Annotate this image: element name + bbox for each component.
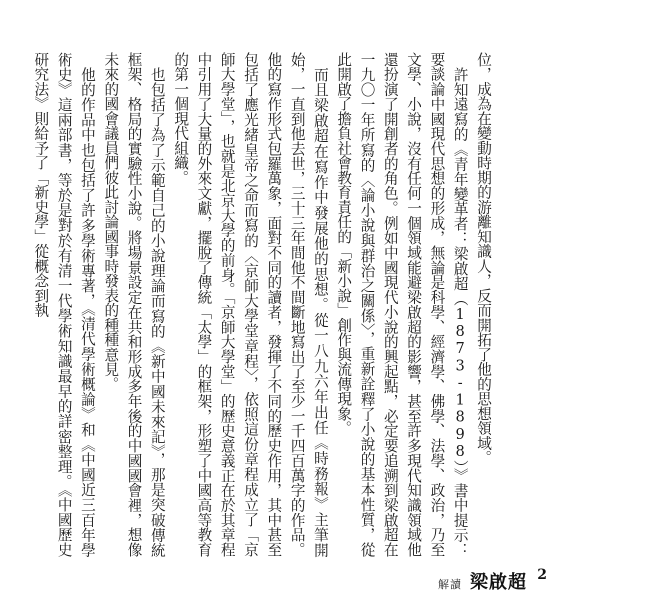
body-text (32, 52, 495, 557)
footer-label: 解讀 (438, 578, 462, 591)
paragraph-3: 而且梁啟超在寫作中發展他的思想。從一八九六年出任《時務報》主筆開始，一直到他去世，三十三年間他不間斷地寫出了至少一千四百萬字的作品。他的寫作形式包羅萬象，面對不同的讀者，發揮了不同的歷史作用，其中甚至包括了應光緒皇帝之命而寫的〈京師大學堂章程〉，依照這份章程成立了「京師大學堂」，也就是北京大學的前身。「京師大學堂」的歷史意義正在於其章程中引用了大量的外來文獻，擺脫了傳統「太學」的框架，形塑了中國高等教育的第一個現代組織。 (172, 52, 329, 557)
paragraph-4: 也包括了為了示範自己的小說理論而寫的《新中國未來記》，那是突破傳統框架、格局的實驗性小說。將場景設定在共和形成多年後的中國國會裡，想像未來的國會議員們彼此討論國事時發表的種種意見。 (102, 52, 166, 557)
paragraph-5: 他的作品中也包括了許多學術專著，《清代學術概論》和《中國近三百年學術史》這兩部書，等於是對於有清一代學術知識最早的詳密整理。《中國歷史研究法》則給予了「新史學」從概念到執 (32, 52, 96, 557)
footer-title: 梁啟超 (470, 572, 527, 593)
running-footer (438, 568, 527, 594)
paragraph-2: 許知遠寫的《青年變革者：梁啟超（1873-1898）》書中提示：要談論中國現代思想的形成，無論是科學、經濟學、佛學、法學、政治，乃至文學、小說，沒有任何一個領域能避梁啟超的影響，甚至許多現代知識領域他還扮演了開創者的角色。例如中國現代小說的興起點，必定要追溯到梁啟超在一九〇一年所寫的〈論小說與群治之關係〉，重新詮釋了小說的基本性質，從此開啟了擔負社會教育責任的「新小說」創作與流傳現象。 (335, 52, 469, 557)
page-number: 2 (537, 567, 547, 583)
paragraph-1: 位，成為在變動時期的游離知識人，反而開拓了他的思想領域。 (475, 52, 492, 465)
